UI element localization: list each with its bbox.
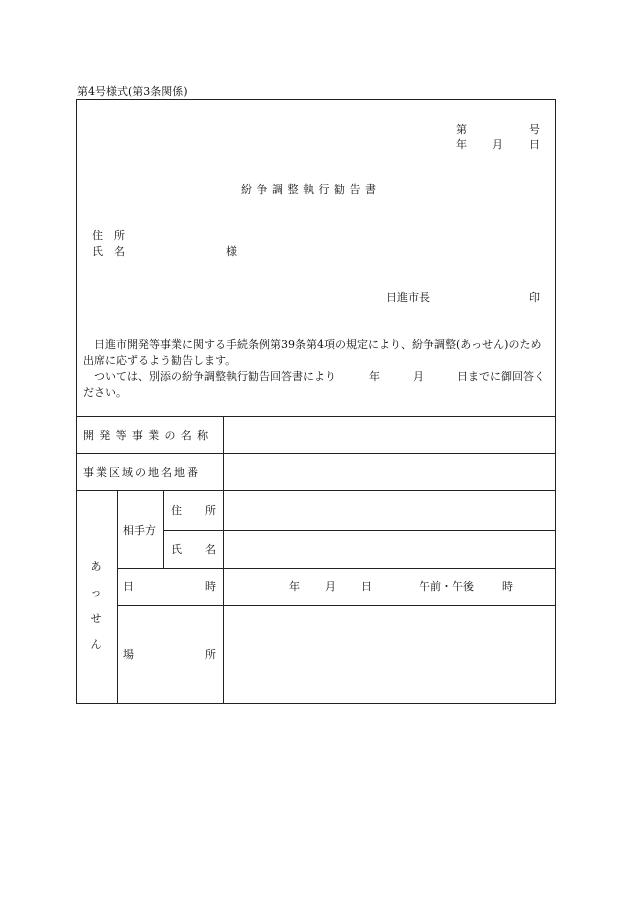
datetime-year: 年 bbox=[289, 580, 300, 593]
body-paragraph-1: 日進市開発等事業に関する手続条例第39条第4項の規定により、紛争調整(あっせん)のため出席に応ずるよう勧告します。 bbox=[83, 338, 542, 367]
table-line-3 bbox=[76, 490, 556, 491]
datetime-hour: 時 bbox=[502, 580, 513, 593]
datetime-month: 月 bbox=[325, 580, 336, 593]
counterparty-name-label-b: 名 bbox=[205, 543, 216, 556]
date-year: 年 bbox=[456, 138, 467, 151]
counterparty-address-label-b: 所 bbox=[205, 504, 216, 517]
table-mediation-divider bbox=[117, 490, 118, 704]
counterparty-label: 相手方 bbox=[123, 524, 156, 537]
body-text bbox=[83, 337, 551, 401]
addressee-address-label: 住 所 bbox=[92, 229, 125, 242]
date-day: 日 bbox=[529, 138, 540, 151]
mediation-label: あ っ せ ん bbox=[90, 560, 102, 651]
seal-mark: 印 bbox=[529, 291, 540, 304]
datetime-label-a: 日 bbox=[123, 580, 134, 593]
table-top-line bbox=[76, 416, 556, 417]
project-area-label: 事業区域の地名地番 bbox=[83, 466, 200, 479]
document-title: 紛争調整執行勧告書 bbox=[241, 183, 381, 196]
body-paragraph-2: ついては、別添の紛争調整執行勧告回答書により 年 月 日までに御回答ください。 bbox=[83, 370, 545, 399]
addressee-name-label: 氏 名 bbox=[92, 245, 125, 258]
datetime-day: 日 bbox=[361, 580, 372, 593]
place-label-b: 所 bbox=[205, 648, 216, 661]
project-name-label: 開発等事業の名称 bbox=[83, 429, 214, 442]
counterparty-name-label-a: 氏 bbox=[171, 543, 182, 556]
form-id: 第4号様式(第3条関係) bbox=[77, 85, 188, 98]
datetime-ampm: 午前・午後 bbox=[419, 580, 474, 593]
place-label-a: 場 bbox=[123, 648, 134, 661]
date-month: 月 bbox=[492, 138, 503, 151]
table-line-2 bbox=[76, 453, 556, 454]
table-line-5 bbox=[117, 568, 556, 569]
counterparty-address-label-a: 住 bbox=[171, 504, 182, 517]
table-line-6 bbox=[117, 605, 556, 606]
sender-name: 日進市長 bbox=[386, 291, 430, 304]
number-prefix: 第 bbox=[456, 123, 467, 136]
addressee-honorific: 様 bbox=[226, 245, 237, 258]
table-line-4 bbox=[163, 530, 556, 531]
number-suffix: 号 bbox=[529, 123, 540, 136]
table-counterparty-divider bbox=[163, 490, 164, 568]
table-value-divider bbox=[223, 416, 224, 704]
datetime-label-b: 時 bbox=[205, 580, 216, 593]
